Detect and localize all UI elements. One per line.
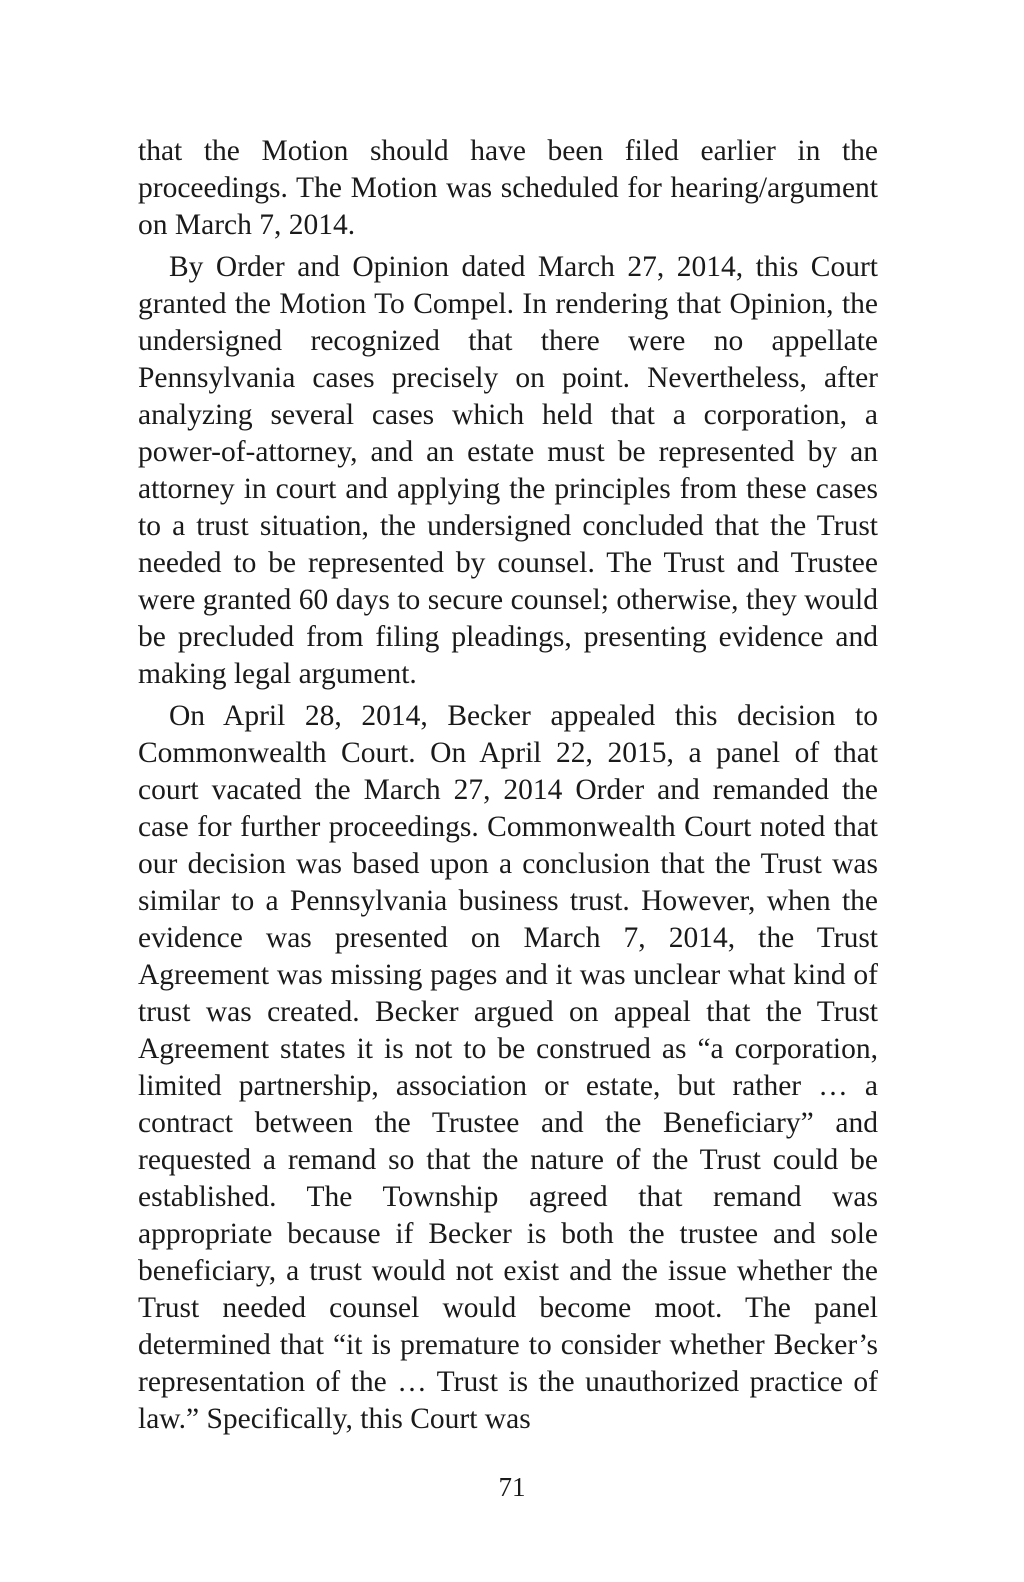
body-text [138, 133, 878, 1443]
paragraph-order-and-opinion: By Order and Opinion dated March 27, 2014, this Court granted the Motion To Compel. In rendering that Opinion, the undersigned recognized that there were no appellate Pennsylvania cases precisely on point. Nevertheless, after analyzing several cases which held that a corporation, a power-of-attorney, and an estate must be represented by an attorney in court and applying the principles from these cases to a trust situation, the undersigned concluded that the Trust needed to be represented by counsel. The Trust and Trustee were granted 60 days to secure counsel; otherwise, they would be precluded from filing pleadings, presenting evidence and making legal argument. [138, 251, 878, 690]
page-number: 71 [498, 1472, 526, 1502]
paragraph-appeal: On April 28, 2014, Becker appealed this decision to Commonwealth Court. On April 22, 2015, a panel of that court vacated the March 27, 2014 Order and remanded the case for further proceedings. Commonwealth Court noted that our decision was based upon a conclusion that the Trust was similar to a Pennsylvania business trust. However, when the evidence was presented on March 7, 2014, the Trust Agreement was missing pages and it was unclear what kind of trust was created. Becker argued on appeal that the Trust Agreement states it is not to be construed as “a corporation, limited partnership, association or estate, but rather … a contract between the Trustee and the Beneficiary” and requested a remand so that the nature of the Trust could be established. The Township agreed that remand was appropriate because if Becker is both the trustee and sole beneficiary, a trust would not exist and the issue whether the Trust needed counsel would become moot. The panel determined that “it is premature to consider whether Becker’s representation of the … Trust is the unauthorized practice of law.” Specifically, this Court was [138, 700, 878, 1435]
paragraph-continued: that the Motion should have been filed earlier in the proceedings. The Motion was scheduled for hearing/argument on March 7, 2014. [138, 135, 878, 241]
